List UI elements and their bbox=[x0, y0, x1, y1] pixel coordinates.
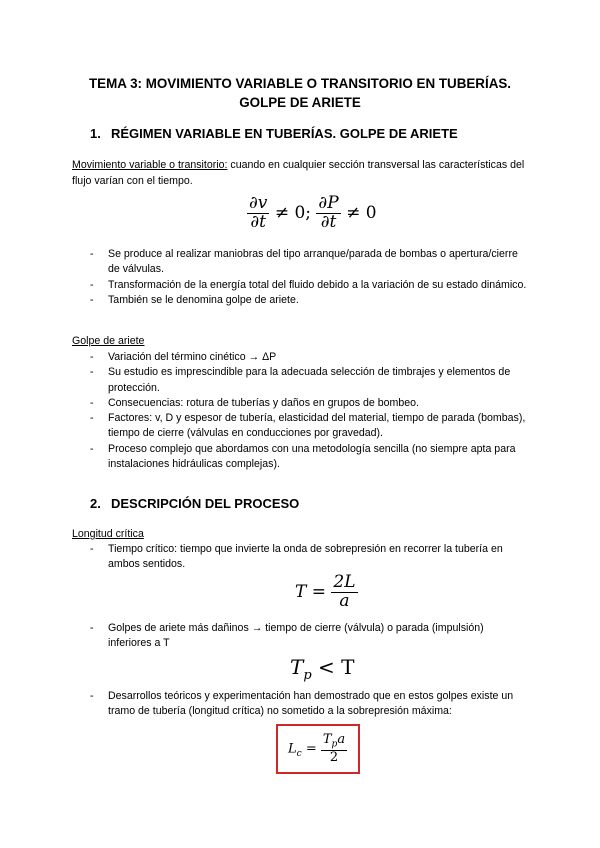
list-item: - Proceso complejo que abordamos con una metodología sencilla (no siempre apta para instalaciones hidráulicas complejas). bbox=[90, 442, 530, 473]
less-than-t: < T bbox=[318, 655, 355, 679]
list-item: - Se produce al realizar maniobras del tipo arranque/parada de bombas o apertura/cierre de válvulas. bbox=[90, 247, 530, 278]
section-1-title: RÉGIMEN VARIABLE EN TUBERÍAS. GOLPE DE ARIETE bbox=[111, 126, 458, 141]
title-line-1: TEMA 3: MOVIMIENTO VARIABLE O TRANSITORIO EN TUBERÍAS. bbox=[88, 76, 512, 91]
section-2-number: 2. bbox=[90, 496, 101, 511]
tp-a-numerator bbox=[321, 733, 347, 751]
section-2-heading bbox=[90, 496, 299, 511]
not-equal-zero-1: ≠ 0; bbox=[274, 202, 312, 223]
section-1-heading bbox=[90, 126, 458, 141]
a-letter: a bbox=[337, 732, 346, 747]
dp-dt-fraction bbox=[316, 195, 340, 232]
dv-numerator: ∂v bbox=[249, 193, 268, 213]
lc-subscript: c bbox=[296, 748, 302, 759]
lc-symbol: L bbox=[288, 741, 297, 757]
equals-sign: = bbox=[305, 741, 317, 757]
tp-a-over-2-fraction bbox=[321, 733, 347, 765]
dp-numerator: ∂P bbox=[318, 193, 339, 213]
theory-bullet bbox=[90, 689, 530, 720]
longitud-critica-label: Longitud crítica bbox=[72, 528, 144, 540]
definition-label: Movimiento variable o transitorio: bbox=[72, 159, 228, 171]
not-equal-zero-2: ≠ 0 bbox=[346, 202, 377, 223]
critical-length-equation bbox=[288, 733, 347, 765]
list-item: - Golpes de ariete más dañinos → tiempo de cierre (válvula) o parada (impulsión) inferiores a T bbox=[90, 621, 530, 652]
definition-paragraph bbox=[72, 158, 532, 189]
list-item: - Su estudio es imprescindible para la adecuada selección de timbrajes y elementos de protección. bbox=[90, 365, 530, 396]
tp-sub: p bbox=[331, 739, 338, 750]
list-item: - Desarrollos teóricos y experimentación han demostrado que en estos golpes existe un tramo de tubería (longitud crítica) no sometido a la sobrepresión máxima: bbox=[90, 689, 530, 720]
definition-text: cuando en cualquier sección transversal las características del flujo varían con el tiempo. bbox=[72, 159, 525, 187]
critical-length-formula-box bbox=[276, 724, 360, 774]
golpe-de-ariete-label: Golpe de ariete bbox=[72, 335, 145, 347]
tp-symbol: T bbox=[290, 655, 304, 679]
dt-denominator-2: ∂t bbox=[320, 211, 337, 232]
two-l-numerator: 2L bbox=[333, 572, 356, 592]
title-line-2: GOLPE DE ARIETE bbox=[239, 95, 361, 110]
tp-subscript: p bbox=[303, 668, 312, 683]
list-item: - También se le denomina golpe de ariete. bbox=[90, 293, 530, 308]
list-item: - Variación del término cinético → ΔP bbox=[90, 350, 530, 365]
critical-time-bullet bbox=[90, 542, 530, 573]
damaging-strikes-bullet bbox=[90, 621, 530, 652]
list-item: - Transformación de la energía total del fluido debido a la variación de su estado dinámico. bbox=[90, 278, 530, 293]
partial-derivative-equation bbox=[247, 195, 377, 232]
section-1-number: 1. bbox=[90, 126, 101, 141]
golpe-bullet-list bbox=[90, 350, 530, 472]
two-denominator: 2 bbox=[329, 750, 339, 766]
section-2-title: DESCRIPCIÓN DEL PROCESO bbox=[111, 496, 300, 511]
document-title bbox=[0, 74, 600, 112]
list-item: - Tiempo crítico: tiempo que invierte la onda de sobrepresión en recorrer la tubería en ambos sentidos. bbox=[90, 542, 530, 573]
process-bullet-list bbox=[90, 247, 530, 308]
dt-denominator: ∂t bbox=[250, 211, 267, 232]
two-l-over-a-fraction bbox=[331, 574, 357, 611]
t-equals: T = bbox=[295, 581, 326, 602]
a-denominator: a bbox=[339, 590, 350, 611]
tp-letter: T bbox=[322, 732, 332, 747]
critical-time-equation bbox=[295, 574, 358, 611]
dv-dt-fraction bbox=[247, 195, 269, 232]
list-item: - Consecuencias: rotura de tuberías y daños en grupos de bombeo. bbox=[90, 396, 530, 411]
list-item: - Factores: v, D y espesor de tubería, elasticidad del material, tiempo de parada (bombas), tiempo de cierre (válvulas en conducciones por gravedad). bbox=[90, 411, 530, 442]
tp-less-than-t-equation bbox=[290, 655, 355, 683]
